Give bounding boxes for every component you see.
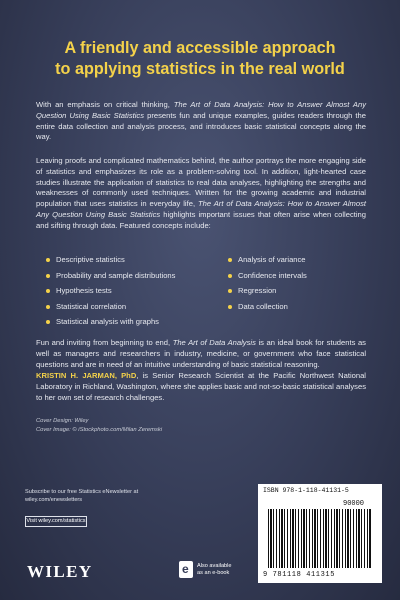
concepts-column-right	[228, 255, 307, 317]
newsletter-note	[25, 489, 138, 505]
barcode-digits: 9 781118 411315	[263, 571, 336, 579]
intro-text-c: presents fun and unique examples, guides readers through the entire data collection and analysis process, and introduces basic statistical concepts along the way.	[36, 110, 366, 142]
list-item: Hypothesis tests	[46, 286, 175, 302]
ebook-note	[197, 563, 247, 577]
isbn-label: ISBN 978-1-118-41131-5	[263, 487, 349, 494]
author-name: KRISTIN H. JARMAN	[36, 371, 115, 380]
headline-line-1: A friendly and accessible approach	[64, 39, 336, 57]
intro-title: The Art of Data Analysis: How to Answer Almost Any Question Using Basic Statistics	[36, 100, 366, 120]
price-code: 90000	[343, 500, 365, 508]
headline	[0, 38, 400, 80]
audience-title: The Art of Data Analysis	[172, 338, 256, 347]
concepts-column-left	[46, 255, 175, 333]
description-title: The Art of Data Analysis: How to Answer Almost Any Question Using Basic Statistics	[36, 199, 366, 219]
list-item: Confidence intervals	[228, 271, 307, 287]
headline-line-2: to applying statistics in the real world	[55, 60, 345, 78]
barcode-icon	[268, 509, 372, 568]
audience-text-a: Fun and inviting from beginning to end,	[36, 338, 173, 347]
ebook-icon	[179, 561, 193, 578]
author-degree: , PhD	[114, 371, 137, 380]
publisher-logo: WILEY	[27, 562, 93, 581]
list-item: Probability and sample distributions	[46, 271, 175, 287]
featured-concepts-list	[36, 255, 366, 335]
cover-design-credit: Cover Design: Wiley	[36, 418, 89, 424]
audience-text-c: is an ideal book for students as well as managers and researchers in industry, medicine, or government who face statistical questions and are in need of an intuitive understanding of basic statistical reasoning.	[36, 338, 366, 369]
intro-text-a: With an emphasis on critical thinking,	[36, 100, 174, 109]
author-bio	[36, 371, 366, 403]
description-text-c: highlights important issues that often arise when collecting and sifting through data. Featured concepts include:	[36, 209, 366, 230]
list-item: Regression	[228, 286, 307, 302]
visit-website-link[interactable]: Visit wiley.com/statistics	[25, 516, 87, 527]
list-item: Data collection	[228, 302, 307, 318]
description-paragraph	[36, 156, 366, 232]
newsletter-link[interactable]: wiley.com/enewsletters	[25, 496, 83, 503]
list-item: Analysis of variance	[228, 255, 307, 271]
cover-credits	[36, 417, 162, 435]
audience-paragraph	[36, 338, 366, 370]
intro-paragraph	[36, 100, 366, 143]
newsletter-line-1: Subscribe to our free Statistics eNewsletter at	[25, 489, 139, 495]
author-bio-text: , is Senior Research Scientist at the Pacific Northwest National Laboratory in Richland, Washington, where she applies basic and not-so-basic statistical analyses to her own set of research challenges.	[36, 371, 366, 402]
ebook-line-2: as an e-book	[197, 570, 230, 576]
ebook-line-1: Also available	[197, 563, 232, 569]
list-item: Descriptive statistics	[46, 255, 175, 271]
cover-image-credit: Cover Image: © iStockphoto.com/Milan Zeremski	[36, 427, 163, 433]
description-text-a: Leaving proofs and complicated mathematics behind, the author portrays the more engaging side of statistics and emphasizes its role as a problem-solving tool. In addition, light-hearted case studies illustrate the application of statistics to real data analyses, highlighting the strengths and weaknesses of commonly used techniques. Written for the growing academic and industrial population that uses statistics in everyday life,	[36, 156, 366, 209]
list-item: Statistical analysis with graphs	[46, 317, 175, 333]
list-item: Statistical correlation	[46, 302, 175, 318]
barcode-panel	[258, 484, 382, 583]
